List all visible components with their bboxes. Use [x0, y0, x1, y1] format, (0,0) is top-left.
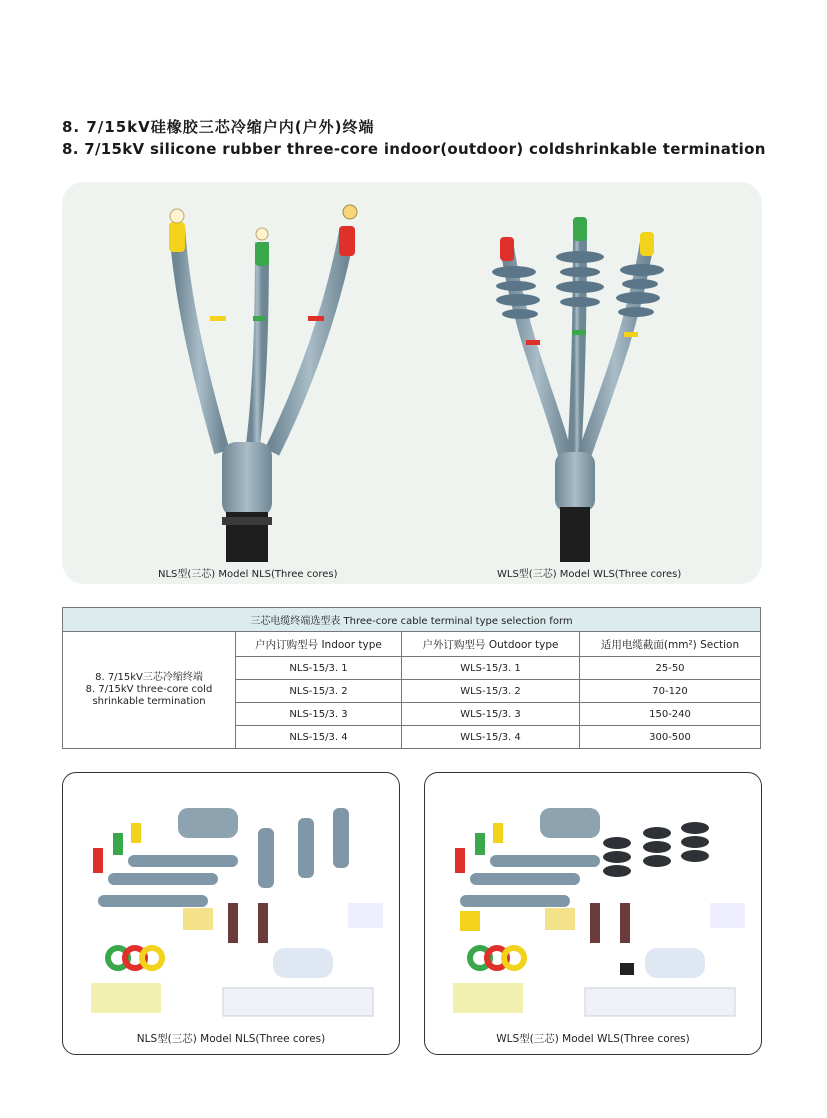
column-header-section: 适用电缆截面(mm²) Section [580, 632, 761, 657]
row-label-line: 8. 7/15kV三芯冷缩终端 [95, 672, 203, 683]
column-header-outdoor: 户外订购型号 Outdoor type [401, 632, 579, 657]
cell-section: 25-50 [580, 657, 761, 680]
cell-outdoor: WLS-15/3. 3 [401, 703, 579, 726]
nls-kit-panel [62, 772, 400, 1055]
heading-english: 8. 7/15kV silicone rubber three-core indoor(outdoor) coldshrinkable termination [62, 140, 766, 158]
row-label-line: 8. 7/15kV three-core cold [85, 684, 213, 695]
column-header-indoor: 户内订购型号 Indoor type [236, 632, 402, 657]
cell-section: 300-500 [580, 726, 761, 749]
cell-section: 70-120 [580, 680, 761, 703]
nls-kit-image [63, 773, 399, 1033]
product-photo-panel [62, 182, 762, 584]
termination-photos [62, 182, 762, 584]
cell-indoor: NLS-15/3. 2 [236, 680, 402, 703]
cell-outdoor: WLS-15/3. 2 [401, 680, 579, 703]
cell-section: 150-240 [580, 703, 761, 726]
table-title: 三芯电缆终端选型表 Three-core cable terminal type selection form [63, 608, 761, 632]
cell-indoor: NLS-15/3. 3 [236, 703, 402, 726]
cell-outdoor: WLS-15/3. 4 [401, 726, 579, 749]
wls-termination-image [492, 217, 664, 562]
table-row-label [63, 632, 236, 749]
wls-photo-caption: WLS型(三芯) Model WLS(Three cores) [497, 569, 682, 580]
wls-kit-caption: WLS型(三芯) Model WLS(Three cores) [496, 1033, 690, 1045]
wls-kit-image [425, 773, 761, 1033]
cell-indoor: NLS-15/3. 4 [236, 726, 402, 749]
nls-termination-image [169, 205, 357, 562]
cell-indoor: NLS-15/3. 1 [236, 657, 402, 680]
wls-kit-panel [424, 772, 762, 1055]
row-label-line: shrinkable termination [92, 696, 206, 707]
cell-outdoor: WLS-15/3. 1 [401, 657, 579, 680]
nls-photo-caption: NLS型(三芯) Model NLS(Three cores) [158, 569, 338, 580]
selection-table [62, 607, 761, 749]
heading-chinese: 8. 7/15kV硅橡胶三芯冷缩户内(户外)终端 [62, 118, 375, 136]
nls-kit-caption: NLS型(三芯) Model NLS(Three cores) [136, 1033, 326, 1045]
